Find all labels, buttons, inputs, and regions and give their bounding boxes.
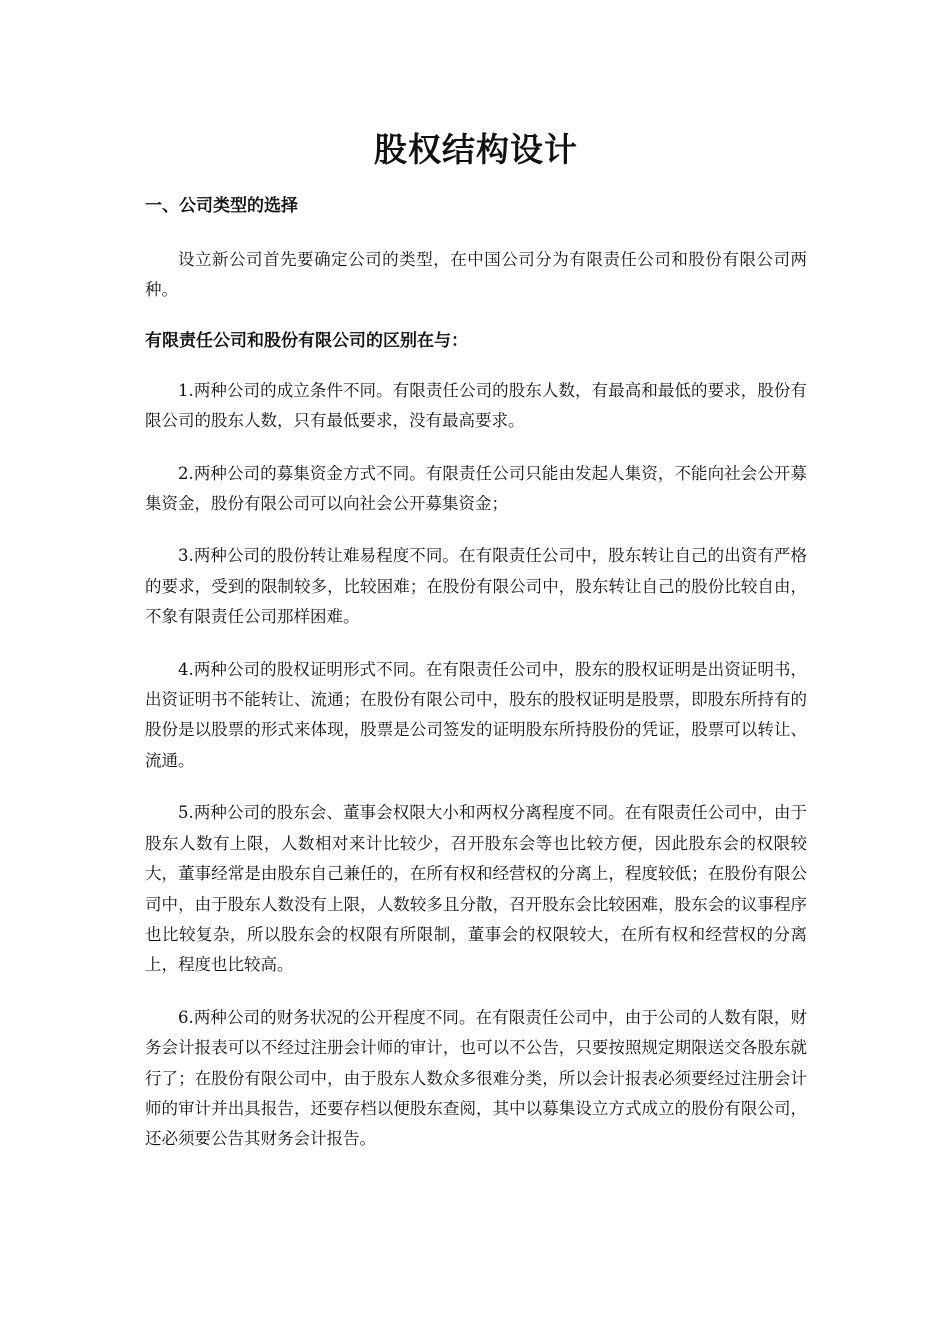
- document-page: [145, 128, 807, 1155]
- section-heading-differences: 有限责任公司和股份有限公司的区别在与：: [145, 330, 468, 351]
- section-heading-company-type: 一、公司类型的选择: [145, 196, 298, 216]
- intro-paragraph: 设立新公司首先要确定公司的类型，在中国公司分为有限责任公司和股份有限公司两种。: [145, 250, 807, 300]
- difference-item-2: 2.两种公司的募集资金方式不同。有限责任公司只能由发起人集资，不能向社会公开募集资金，股份有限公司可以向社会公开募集资金；: [145, 463, 807, 514]
- page-title: 股权结构设计: [374, 130, 578, 169]
- difference-item-3: 3.两种公司的股份转让难易程度不同。在有限责任公司中，股东转让自己的出资有严格的要求，受到的限制较多，比较困难；在股份有限公司中，股东转让自己的股份比较自由，不象有限责任公司那样困难。: [145, 546, 807, 627]
- difference-item-6: 6.两种公司的财务状况的公开程度不同。在有限责任公司中，由于公司的人数有限，财务会计报表可以不经过注册会计师的审计，也可以不公告，只要按照规定期限送交各股东就行了；在股份有限公司中，由于股东人数众多很难分类，所以会计报表必须要经过注册会计师的审计并出具报告，还要存档以便股东查阅，其中以募集设立方式成立的股份有限公司，还必须要公告其财务会计报告。: [145, 1007, 807, 1149]
- difference-item-4: 4.两种公司的股权证明形式不同。在有限责任公司中，股东的股权证明是出资证明书，出资证明书不能转让、流通；在股份有限公司中，股东的股权证明是股票，即股东所持有的股份是以股票的形式来体现，股票是公司签发的证明股东所持股份的凭证，股票可以转让、流通。: [145, 659, 807, 770]
- difference-item-1: 1.两种公司的成立条件不同。有限责任公司的股东人数，有最高和最低的要求，股份有限公司的股东人数，只有最低要求，没有最高要求。: [145, 380, 807, 431]
- difference-item-5: 5.两种公司的股东会、董事会权限大小和两权分离程度不同。在有限责任公司中，由于股东人数有上限，人数相对来计比较少，召开股东会等也比较方便，因此股东会的权限较大，董事经常是由股东自己兼任的，在所有权和经营权的分离上，程度较低；在股份有限公司中，由于股东人数没有上限，人数较多且分散，召开股东会比较困难，股东会的议事程序也比较复杂，所以股东会的权限有所限制，董事会的权限较大，在所有权和经营权的分离上，程度也比较高。: [145, 803, 807, 975]
